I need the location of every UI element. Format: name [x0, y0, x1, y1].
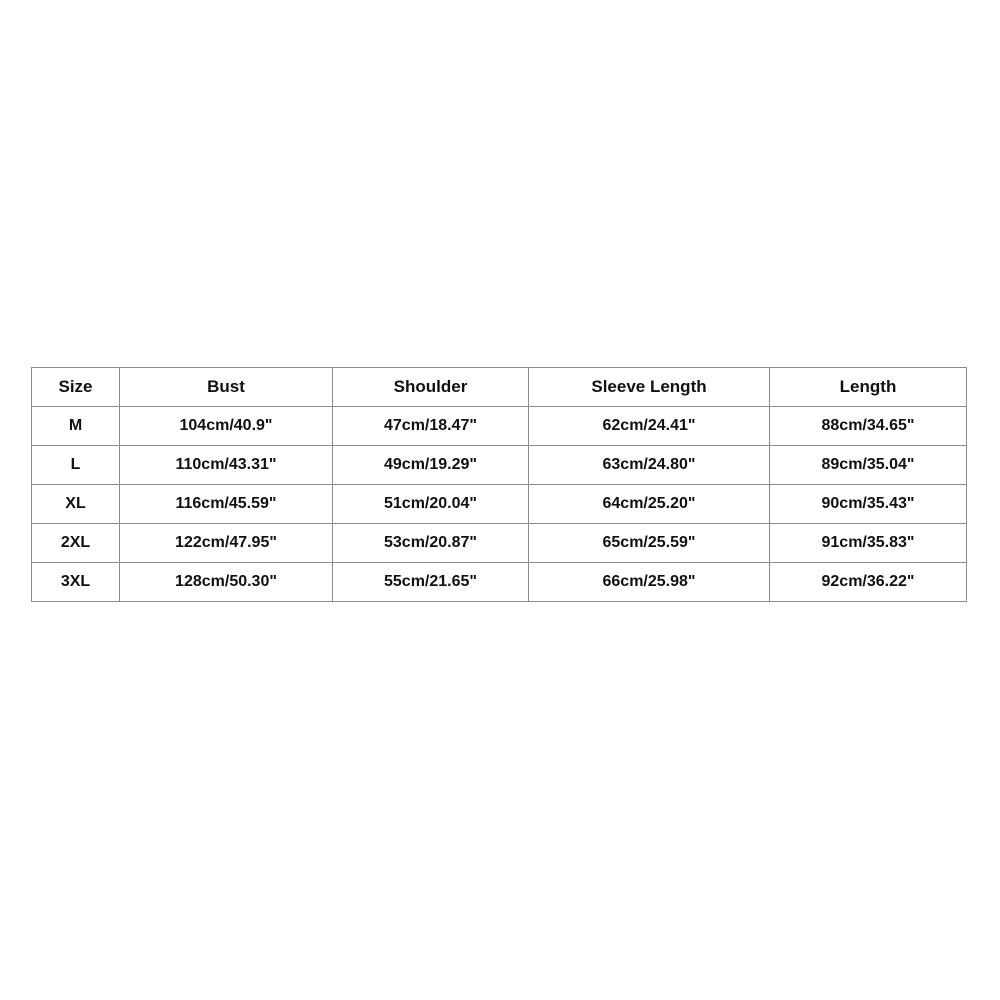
cell-bust: 104cm/40.9" — [120, 407, 333, 446]
cell-length: 91cm/35.83" — [770, 524, 967, 563]
table-header-row — [32, 368, 967, 407]
table-row — [32, 446, 967, 485]
header-sleeve-length: Sleeve Length — [529, 368, 770, 407]
header-length: Length — [770, 368, 967, 407]
size-chart-table — [31, 367, 967, 602]
cell-bust: 116cm/45.59" — [120, 485, 333, 524]
cell-bust: 110cm/43.31" — [120, 446, 333, 485]
table-row — [32, 563, 967, 602]
cell-shoulder: 49cm/19.29" — [333, 446, 529, 485]
cell-length: 90cm/35.43" — [770, 485, 967, 524]
table-row — [32, 524, 967, 563]
cell-shoulder: 47cm/18.47" — [333, 407, 529, 446]
header-size: Size — [32, 368, 120, 407]
cell-sleeve-length: 64cm/25.20" — [529, 485, 770, 524]
cell-size: L — [32, 446, 120, 485]
cell-sleeve-length: 65cm/25.59" — [529, 524, 770, 563]
cell-size: 2XL — [32, 524, 120, 563]
cell-size: 3XL — [32, 563, 120, 602]
header-shoulder: Shoulder — [333, 368, 529, 407]
cell-length: 88cm/34.65" — [770, 407, 967, 446]
cell-sleeve-length: 63cm/24.80" — [529, 446, 770, 485]
cell-length: 89cm/35.04" — [770, 446, 967, 485]
cell-shoulder: 55cm/21.65" — [333, 563, 529, 602]
cell-shoulder: 53cm/20.87" — [333, 524, 529, 563]
table-row — [32, 485, 967, 524]
cell-bust: 122cm/47.95" — [120, 524, 333, 563]
cell-sleeve-length: 62cm/24.41" — [529, 407, 770, 446]
cell-shoulder: 51cm/20.04" — [333, 485, 529, 524]
cell-sleeve-length: 66cm/25.98" — [529, 563, 770, 602]
cell-size: M — [32, 407, 120, 446]
cell-length: 92cm/36.22" — [770, 563, 967, 602]
cell-size: XL — [32, 485, 120, 524]
table-row — [32, 407, 967, 446]
cell-bust: 128cm/50.30" — [120, 563, 333, 602]
header-bust: Bust — [120, 368, 333, 407]
